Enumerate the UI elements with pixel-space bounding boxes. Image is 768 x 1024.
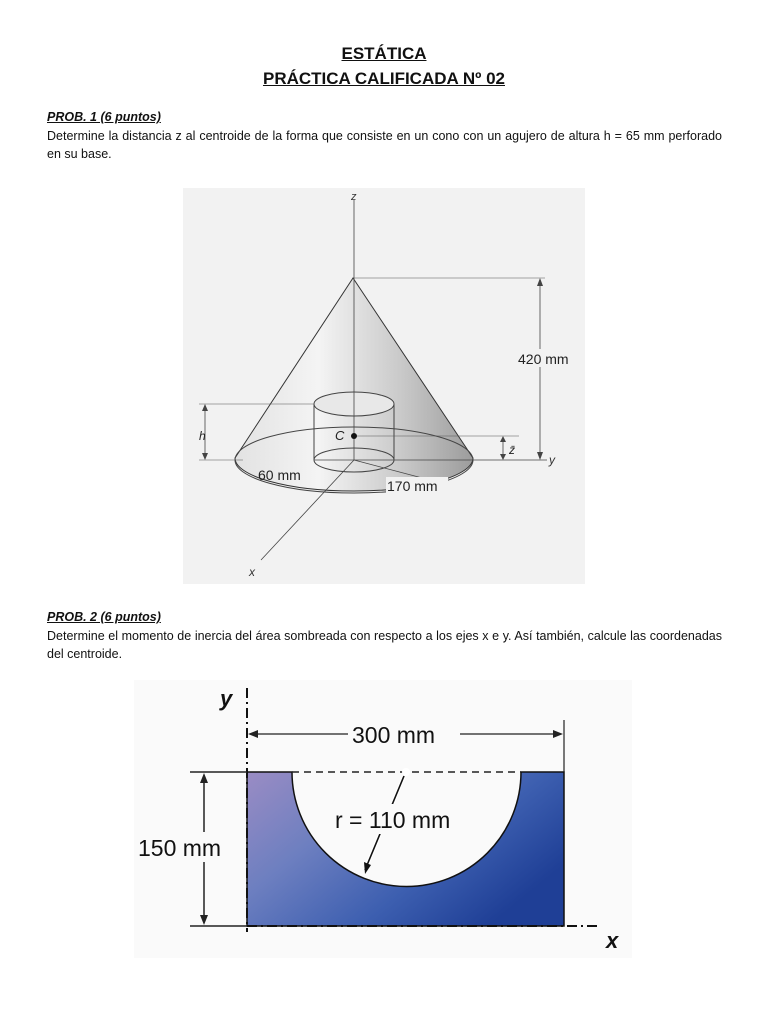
hole-radius-label: 60 mm xyxy=(258,467,301,483)
cone-figure xyxy=(183,188,585,584)
semicircle-center xyxy=(403,769,410,776)
prob1-statement: Determine la distancia z al centroide de la forma que consiste en un cono con un agujero de altura h = 65 mm perforado en su base. xyxy=(47,129,722,161)
prob2-heading: PROB. 2 (6 puntos) xyxy=(47,610,161,624)
radius-label: r = 110 mm xyxy=(335,807,451,833)
base-radius-label: 170 mm xyxy=(387,478,438,494)
x-axis-label: x xyxy=(606,928,619,953)
height-label: 420 mm xyxy=(518,351,569,367)
zbar-label: z̄ xyxy=(509,443,515,457)
z-axis-label: z xyxy=(351,191,357,203)
section-diagram xyxy=(134,680,632,958)
centroid-point xyxy=(351,433,357,439)
exam-title: PRÁCTICA CALIFICADA Nº 02 xyxy=(262,69,505,88)
centroid-label: C xyxy=(335,428,345,443)
section-figure xyxy=(134,680,632,958)
height-label: 150 mm xyxy=(138,835,222,861)
cone-diagram xyxy=(183,188,585,584)
prob1-heading: PROB. 1 (6 puntos) xyxy=(47,110,161,124)
h-label: h xyxy=(199,429,206,443)
y-axis-label: y xyxy=(549,453,555,467)
x-axis-label: x xyxy=(249,565,255,579)
prob2-statement: Determine el momento de inercia del área sombreada con respecto a los ejes x e y. Así también, calcule las coordenadas del centroide. xyxy=(47,629,722,661)
width-label: 300 mm xyxy=(352,722,436,748)
course-title: ESTÁTICA xyxy=(341,44,427,63)
y-axis-label: y xyxy=(220,686,233,711)
